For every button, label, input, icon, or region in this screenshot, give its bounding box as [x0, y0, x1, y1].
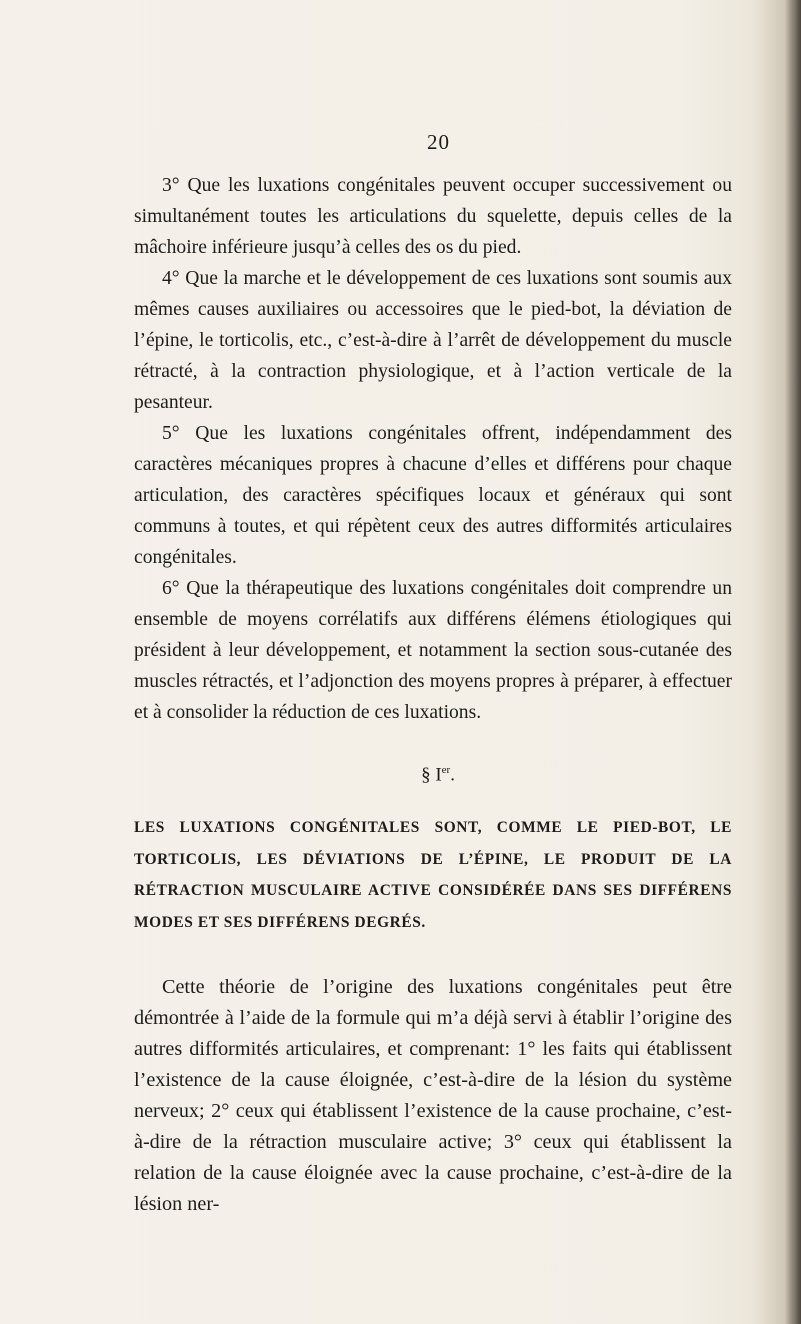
section-mark-label: § I	[421, 764, 442, 786]
paragraph-3: 3° Que les luxations congénitales peuvent occuper successivement ou simultanément toutes les articulations du squelette, depuis celles de la mâchoire inférieure jusqu’à celles des os du pied.	[134, 175, 732, 258]
page-edge-shadow	[785, 0, 801, 1324]
section-heading: LES LUXATIONS CONGÉNITALES SONT, COMME LE PIED-BOT, LE TORTICOLIS, LES DÉVIATIONS DE L’ÉPINE, LE PRODUIT DE LA RÉTRACTION MUSCULAIRE ACTIVE CONSIDÉRÉE DANS SES DIFFÉRENS MODES ET SES DIFFÉRENS DEGRÉS.	[134, 819, 732, 931]
paragraph-5: 5° Que les luxations congénitales offrent, indépendamment des caractères mécaniques propres à chacune d’elles et différens pour chaque articulation, des caractères spécifiques locaux et généraux qui sont communs à toutes, et qui répètent ceux des autres difformités articulaires congénitales.	[134, 423, 732, 568]
section-mark-superscript: er	[441, 764, 451, 776]
section-body-paragraph: Cette théorie de l’origine des luxations congénitales peut être démontrée à l’aide de la formule qui m’a déjà servi à établir l’origine des autres difformités articulaires, et comprenant: 1° les faits qui établissent l’existence de la cause éloignée, c’est-à-dire de la lésion du système nerveux; 2° ceux qui établissent l’existence de la cause prochaine, c’est-à-dire de la rétraction musculaire active; 3° ceux qui établissent la relation de la cause éloignée avec la cause prochaine, c’est-à-dire de la lésion ner-	[134, 976, 732, 1216]
paragraph-6: 6° Que la thérapeutique des luxations congénitales doit comprendre un ensemble de moyens corrélatifs aux différens élémens étiologiques qui président à leur développement, et notamment la section sous-cutanée des muscles rétractés, et l’adjonction des moyens propres à préparer, à effectuer et à consolider la réduction de ces luxations.	[134, 578, 732, 723]
section-mark: § Ier.	[421, 764, 455, 786]
page-number: 20	[427, 130, 450, 154]
text-block	[134, 170, 732, 1220]
paragraph-4: 4° Que la marche et le développement de ces luxations sont soumis aux mêmes causes auxiliaires ou accessoires que le pied-bot, la déviation de l’épine, le torticolis, etc., c’est-à-dire à l’arrêt de développement du muscle rétracté, à la contraction physiologique, et à l’action verticale de la pesanteur.	[134, 268, 732, 413]
